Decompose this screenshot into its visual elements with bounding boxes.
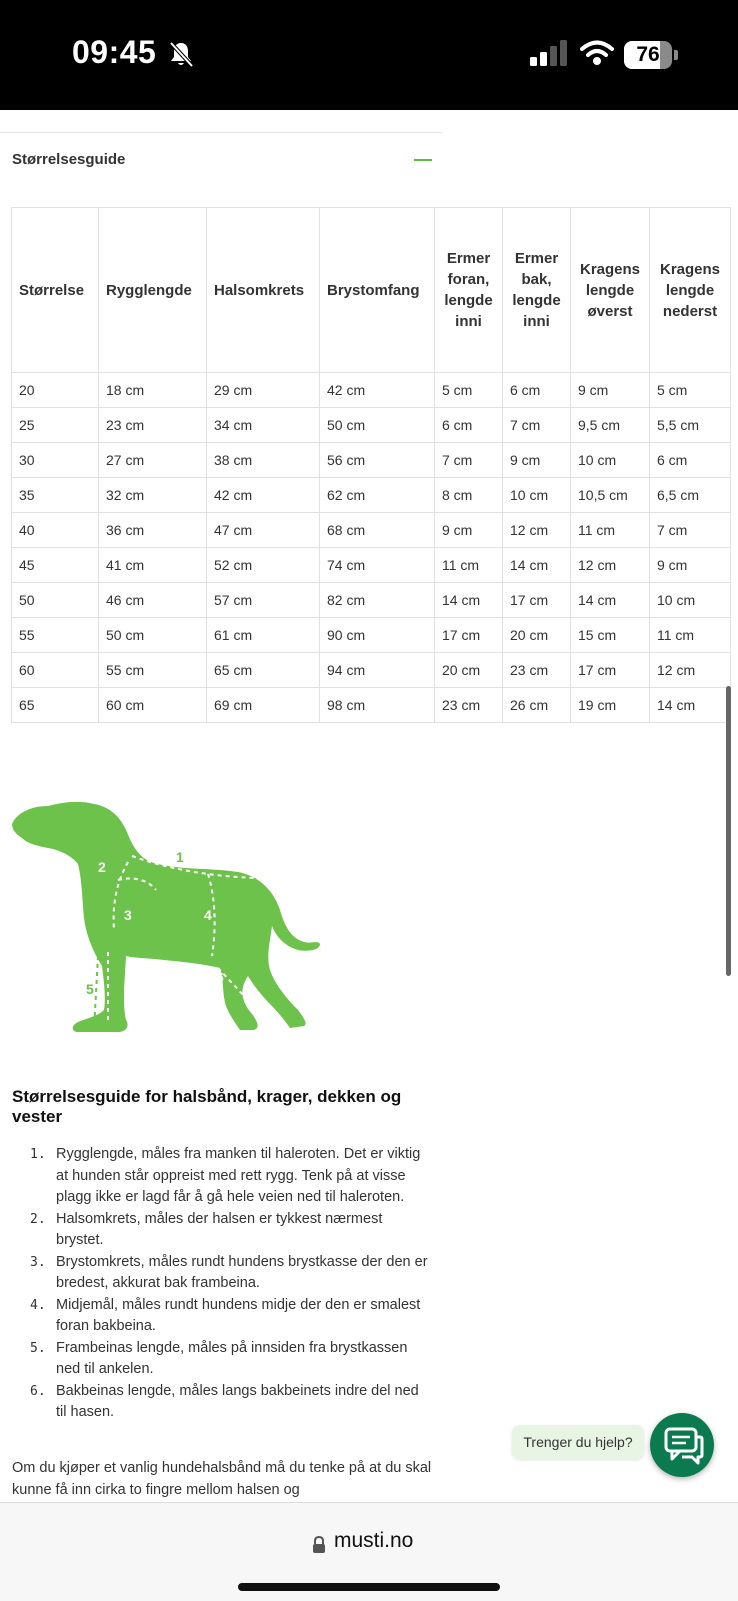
table-row (12, 373, 731, 408)
list-item-text: Midjemål, måles rundt hundens midje der den er smalest foran bakbeina. (56, 1296, 421, 1334)
table-cell: 57 cm (207, 583, 320, 618)
measure-label-2: 2 (98, 859, 106, 875)
table-cell: 12 cm (503, 513, 571, 548)
table-cell: 29 cm (207, 373, 320, 408)
table-cell: 18 cm (99, 373, 207, 408)
column-header-line: Halsomkrets (214, 281, 305, 299)
column-header-line: lengde (585, 281, 635, 299)
table-cell: 11 cm (571, 513, 650, 548)
column-header-line: Kragens (579, 260, 641, 278)
measure-label-6: 6 (216, 969, 224, 985)
table-cell: 17 cm (503, 583, 571, 618)
table-cell: 38 cm (207, 443, 320, 478)
table-cell: 25 (12, 408, 99, 443)
table-row (12, 513, 731, 548)
list-item-text: Halsomkrets, måles der halsen er tykkest nærmest brystet. (56, 1210, 383, 1248)
table-cell: 5,5 cm (650, 408, 731, 443)
list-item-number: 4. (30, 1297, 46, 1313)
table-cell: 52 cm (207, 548, 320, 583)
column-header (207, 208, 320, 373)
list-item-text: Frambeinas lengde, måles på innsiden fra brystkassen ned til ankelen. (56, 1339, 408, 1377)
chat-icon (650, 1413, 714, 1477)
table-cell: 11 cm (650, 618, 731, 653)
table-cell: 74 cm (320, 548, 435, 583)
table-row (12, 653, 731, 688)
column-header-line: Rygglengde (106, 281, 192, 299)
column-header-line: lengde (665, 281, 715, 299)
table-cell: 17 cm (435, 618, 503, 653)
list-item (12, 1144, 432, 1209)
measure-label-4: 4 (204, 907, 212, 923)
table-cell: 60 cm (99, 688, 207, 723)
table-cell: 10 cm (503, 478, 571, 513)
table-cell: 82 cm (320, 583, 435, 618)
measure-label-5: 5 (86, 981, 94, 997)
column-header-line: nederst (662, 302, 718, 320)
chat-button[interactable] (650, 1413, 714, 1477)
table-row (12, 443, 731, 478)
column-header-line: lengde (444, 292, 493, 309)
table-cell: 36 cm (99, 513, 207, 548)
table-cell: 34 cm (207, 408, 320, 443)
list-item (12, 1252, 432, 1295)
table-row (12, 548, 731, 583)
table-cell: 6 cm (650, 443, 731, 478)
table-cell: 23 cm (99, 408, 207, 443)
table-cell: 65 cm (207, 653, 320, 688)
table-cell: 35 (12, 478, 99, 513)
column-header-line: Ermer (446, 250, 491, 267)
table-cell: 12 cm (571, 548, 650, 583)
silent-bell-icon (168, 40, 194, 68)
table-cell: 56 cm (320, 443, 435, 478)
table-cell: 42 cm (207, 478, 320, 513)
column-header-line: Størrelse (19, 281, 85, 299)
table-cell: 5 cm (435, 373, 503, 408)
url-text: musti.no (334, 1529, 414, 1552)
table-cell: 15 cm (571, 618, 650, 653)
column-header (503, 208, 571, 373)
table-cell: 65 (12, 688, 99, 723)
table-cell: 9 cm (435, 513, 503, 548)
guide-heading: Størrelsesguide for halsbånd, krager, dekken og vester (12, 1087, 402, 1126)
column-header-line: Kragens (659, 260, 721, 278)
table-row (12, 618, 731, 653)
column-header (320, 208, 435, 373)
table-cell: 60 (12, 653, 99, 688)
lock-icon (312, 1536, 326, 1554)
list-item-number: 1. (30, 1147, 46, 1162)
size-guide-accordion[interactable] (0, 132, 442, 195)
table-cell: 10,5 cm (571, 478, 650, 513)
column-header (650, 208, 731, 373)
help-bubble[interactable]: Trenger du hjelp? (512, 1425, 644, 1459)
table-cell: 9 cm (503, 443, 571, 478)
minus-icon[interactable] (414, 159, 432, 161)
table-cell: 90 cm (320, 618, 435, 653)
wifi-icon (580, 39, 614, 67)
table-cell: 23 cm (503, 653, 571, 688)
table-cell: 12 cm (650, 653, 731, 688)
table-cell: 20 (12, 373, 99, 408)
table-cell: 50 cm (99, 618, 207, 653)
table-cell: 45 (12, 548, 99, 583)
table-cell: 55 (12, 618, 99, 653)
column-header-line: bak, (521, 271, 552, 288)
list-item-text: Rygglengde, måles fra manken til haleroten. Det er viktig at hunden står oppreist med rett rygg. Tenk på at visse plagg ikke er lagd får å gå hele veien ned til haleroten. (56, 1146, 421, 1205)
status-bar (0, 0, 738, 110)
table-cell: 7 cm (650, 513, 731, 548)
list-item-text: Brystomkrets, måles rundt hundens brystkasse der den er bredest, akkurat bak frambeina. (56, 1253, 428, 1291)
table-cell: 17 cm (571, 653, 650, 688)
table-cell: 61 cm (207, 618, 320, 653)
table-cell: 30 (12, 443, 99, 478)
column-header-line: Brystomfang (327, 281, 420, 299)
table-cell: 94 cm (320, 653, 435, 688)
table-header-row (12, 208, 731, 373)
column-header-line: lengde (512, 292, 561, 309)
table-cell: 6 cm (503, 373, 571, 408)
table-cell: 55 cm (99, 653, 207, 688)
guide-paragraph: Om du kjøper et vanlig hundehalsbånd må du tenke på at du skal kunne få inn cirka to fingre mellom halsen og (12, 1460, 432, 1498)
browser-address-bar[interactable] (0, 1502, 738, 1601)
list-item (12, 1295, 432, 1338)
table-row (12, 408, 731, 443)
scrollbar[interactable] (726, 686, 731, 976)
table-cell: 9 cm (571, 373, 650, 408)
table-row (12, 688, 731, 723)
table-cell: 9 cm (650, 548, 731, 583)
table-cell: 20 cm (435, 653, 503, 688)
table-cell: 10 cm (571, 443, 650, 478)
table-cell: 26 cm (503, 688, 571, 723)
battery-indicator (624, 41, 672, 69)
measure-label-1: 1 (176, 849, 184, 865)
table-row (12, 583, 731, 618)
dog-measurement-illustration (8, 800, 328, 1050)
table-cell: 10 cm (650, 583, 731, 618)
table-cell: 9,5 cm (571, 408, 650, 443)
table-cell: 14 cm (571, 583, 650, 618)
column-header-line: inni (455, 313, 482, 330)
measure-label-3: 3 (124, 907, 132, 923)
table-cell: 6 cm (435, 408, 503, 443)
list-item-number: 5. (30, 1340, 46, 1356)
table-cell: 14 cm (435, 583, 503, 618)
list-item (12, 1209, 432, 1252)
home-indicator[interactable] (238, 1583, 500, 1591)
table-cell: 46 cm (99, 583, 207, 618)
guide-list (12, 1144, 432, 1424)
list-item-number: 6. (30, 1383, 46, 1399)
battery-percent: 76 (636, 43, 660, 66)
table-cell: 7 cm (435, 443, 503, 478)
table-cell: 6,5 cm (650, 478, 731, 513)
table-cell: 62 cm (320, 478, 435, 513)
table-cell: 7 cm (503, 408, 571, 443)
table-cell: 41 cm (99, 548, 207, 583)
table-cell: 19 cm (571, 688, 650, 723)
table-cell: 14 cm (650, 688, 731, 723)
list-item-number: 3. (30, 1254, 46, 1270)
size-table (11, 207, 731, 723)
table-cell: 42 cm (320, 373, 435, 408)
table-cell: 40 (12, 513, 99, 548)
size-table-container[interactable] (11, 207, 738, 723)
table-cell: 47 cm (207, 513, 320, 548)
column-header (12, 208, 99, 373)
cellular-signal-icon (530, 40, 568, 66)
table-cell: 50 (12, 583, 99, 618)
column-header (571, 208, 650, 373)
list-item-text: Bakbeinas lengde, måles langs bakbeinets indre del ned til hasen. (56, 1382, 419, 1420)
list-item-number: 2. (30, 1211, 46, 1227)
column-header-line: Ermer (514, 250, 559, 267)
table-row (12, 478, 731, 513)
table-cell: 23 cm (435, 688, 503, 723)
table-cell: 5 cm (650, 373, 731, 408)
column-header (435, 208, 503, 373)
table-cell: 11 cm (435, 548, 503, 583)
table-cell: 98 cm (320, 688, 435, 723)
list-item (12, 1381, 432, 1424)
list-item (12, 1338, 432, 1381)
table-cell: 69 cm (207, 688, 320, 723)
column-header-line: inni (523, 313, 550, 330)
status-time: 09:45 (72, 34, 157, 70)
table-cell: 8 cm (435, 478, 503, 513)
table-cell: 32 cm (99, 478, 207, 513)
table-cell: 27 cm (99, 443, 207, 478)
table-cell: 14 cm (503, 548, 571, 583)
table-cell: 50 cm (320, 408, 435, 443)
column-header-line: foran, (447, 271, 490, 288)
column-header (99, 208, 207, 373)
table-cell: 20 cm (503, 618, 571, 653)
column-header-line: øverst (587, 302, 633, 320)
accordion-title: Størrelsesguide (12, 151, 126, 168)
table-cell: 68 cm (320, 513, 435, 548)
